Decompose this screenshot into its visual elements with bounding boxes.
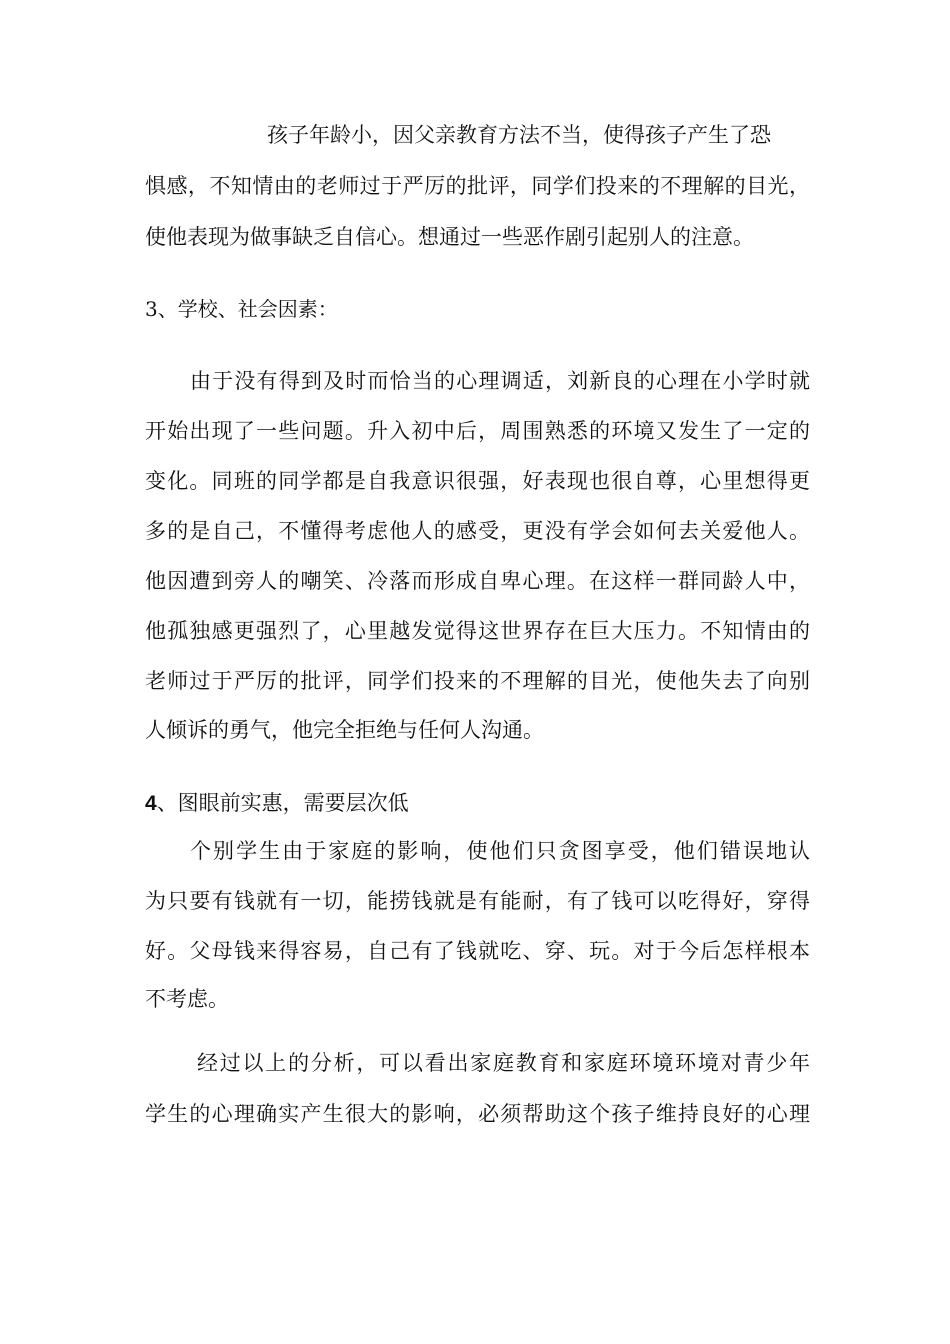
section-heading-3: 3、学校、社会因素：	[145, 297, 338, 321]
paragraph2-line1: 由于没有得到及时而恰当的心理调适，刘新良的心理在小学时就	[190, 369, 810, 393]
paragraph3-line1: 个别学生由于家庭的影响，使他们只贪图享受，他们错误地认	[190, 839, 810, 863]
section-heading-4-text: 、图眼前实惠，需要层次低	[156, 791, 409, 815]
paragraph2-line7: 老师过于严厉的批评，同学们投来的不理解的目光，使他失去了向别	[145, 669, 810, 693]
paragraph2-line3: 变化。同班的同学都是自我意识很强，好表现也很自尊，心里想得更	[145, 469, 810, 493]
paragraph4-line2: 学生的心理确实产生很大的影响，必须帮助这个孩子维持良好的心理	[145, 1102, 810, 1126]
section-heading-4-number: 4	[145, 792, 157, 815]
paragraph1-line2: 惧感，不知情由的老师过于严厉的批评，同学们投来的不理解的目光，	[145, 174, 810, 198]
paragraph1-line1: 孩子年龄小，因父亲教育方法不当，使得孩子产生了恐	[267, 123, 771, 147]
paragraph2-line6: 他孤独感更强烈了，心里越发觉得这世界存在巨大压力。不知情由的	[145, 619, 810, 643]
paragraph2-line4: 多的是自己，不懂得考虑他人的感受，更没有学会如何去关爱他人。	[145, 519, 810, 543]
paragraph3-line4: 不考虑。	[145, 987, 229, 1011]
paragraph4-line1: 经过以上的分析，可以看出家庭教育和家庭环境环境对青少年	[197, 1051, 810, 1075]
section-heading-4	[145, 788, 810, 819]
paragraph2-line2: 开始出现了一些问题。升入初中后，周围熟悉的环境又发生了一定的	[145, 419, 810, 443]
paragraph3-line3: 好。父母钱来得容易，自己有了钱就吃、穿、玩。对于今后怎样根本	[145, 939, 810, 963]
paragraph2-line5: 他因遭到旁人的嘲笑、冷落而形成自卑心理。在这样一群同龄人中，	[145, 569, 810, 593]
paragraph3-line2: 为只要有钱就有一切，能捞钱就是有能耐，有了钱可以吃得好，穿得	[145, 889, 810, 913]
paragraph1-line3: 使他表现为做事缺乏自信心。想通过一些恶作剧引起别人的注意。	[145, 225, 754, 249]
paragraph2-line8: 人倾诉的勇气，他完全拒绝与任何人沟通。	[145, 718, 544, 742]
